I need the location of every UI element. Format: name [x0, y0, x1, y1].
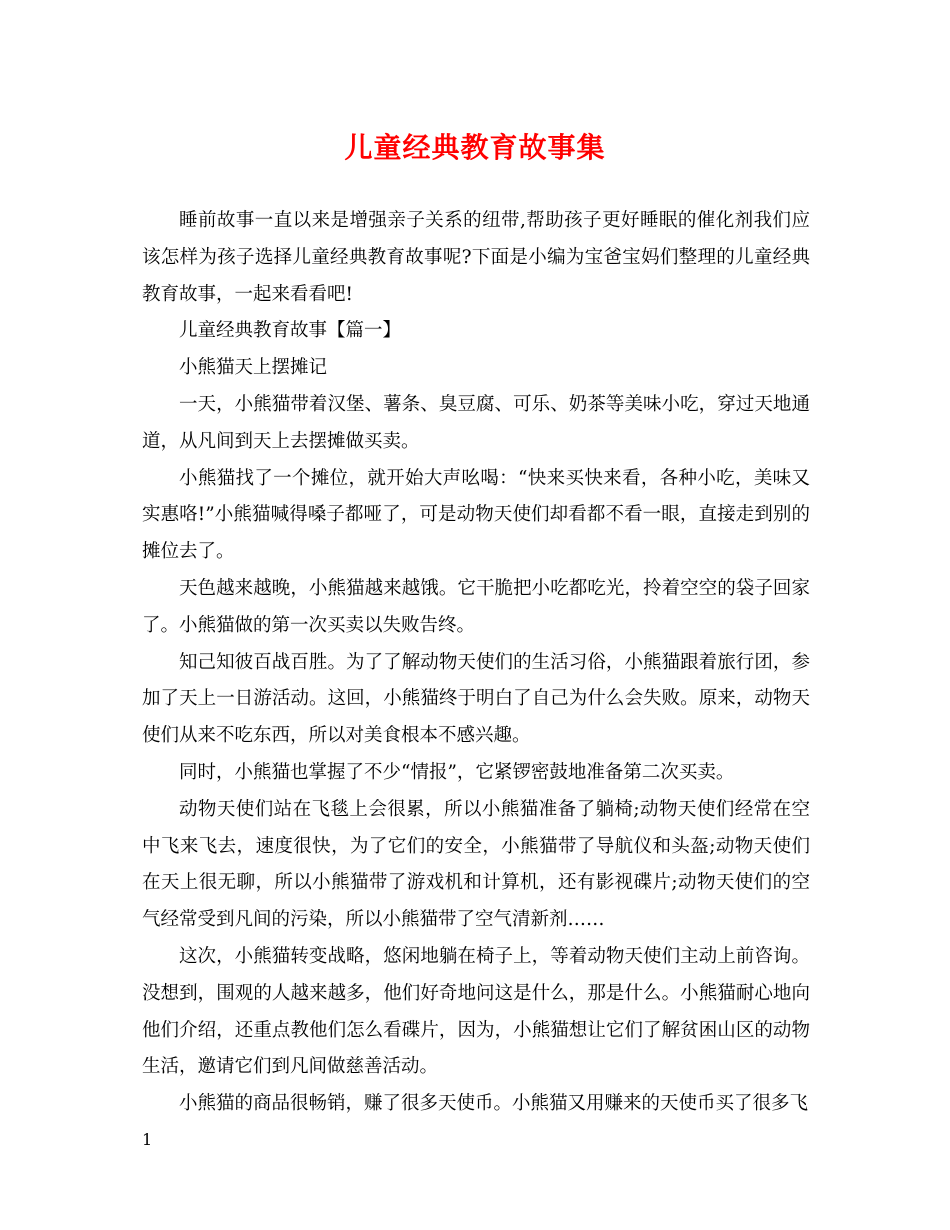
body-paragraph: 小熊猫的商品很畅销，赚了很多天使币。小熊猫又用赚来的天使币买了很多飞 — [179, 1093, 809, 1115]
body-paragraph: 动物天使们站在飞毯上会很累，所以小熊猫准备了躺椅;动物天使们经常在空中飞来飞去，速度很快，为了它们的安全，小熊猫带了导航仪和头盔;动物天使们在天上很无聊，所以小熊猫带了游戏机和计算机，还有影视碟片;动物天使们的空气经常受到凡间的污染，所以小熊猫带了空气清新剂…… — [142, 798, 810, 931]
intro-paragraph: 睡前故事一直以来是增强亲子关系的纽带,帮助孩子更好睡眠的催化剂我们应该怎样为孩子选择儿童经典教育故事呢?下面是小编为宝爸宝妈们整理的儿童经典教育故事，一起来看看吧! — [142, 210, 810, 305]
document-title: 儿童经典教育故事集 — [344, 131, 606, 164]
body-paragraph: 这次，小熊猫转变战略，悠闲地躺在椅子上，等着动物天使们主动上前咨询。没想到，围观的人越来越多，他们好奇地问这是什么，那是什么。小熊猫耐心地向他们介绍，还重点教他们怎么看碟片，因为，小熊猫想让它们了解贫困山区的动物生活，邀请它们到凡间做慈善活动。 — [142, 945, 810, 1078]
body-paragraph: 天色越来越晚，小熊猫越来越饿。它干脆把小吃都吃光，拎着空空的袋子回家了。小熊猫做的第一次买卖以失败告终。 — [142, 577, 810, 636]
document-body — [142, 203, 810, 1123]
body-paragraph: 一天，小熊猫带着汉堡、薯条、臭豆腐、可乐、奶茶等美味小吃，穿过天地通道，从凡间到天上去摆摊做买卖。 — [142, 393, 810, 452]
page-number: 1 — [142, 1130, 153, 1149]
section-heading: 儿童经典教育故事【篇一】 — [179, 320, 402, 342]
body-paragraph: 小熊猫找了一个摊位，就开始大声吆喝：“快来买快来看，各种小吃，美味又实惠咯!”小熊猫喊得嗓子都哑了，可是动物天使们却看都不看一眼，直接走到别的摊位去了。 — [142, 467, 810, 563]
body-paragraph: 同时，小熊猫也掌握了不少“情报”，它紧锣密鼓地准备第二次买卖。 — [179, 761, 735, 783]
story-title: 小熊猫天上摆摊记 — [179, 357, 328, 379]
body-paragraph: 知己知彼百战百胜。为了了解动物天使们的生活习俗，小熊猫跟着旅行团，参加了天上一日游活动。这回，小熊猫终于明白了自己为什么会失败。原来，动物天使们从来不吃东西，所以对美食根本不感兴趣。 — [142, 651, 810, 747]
